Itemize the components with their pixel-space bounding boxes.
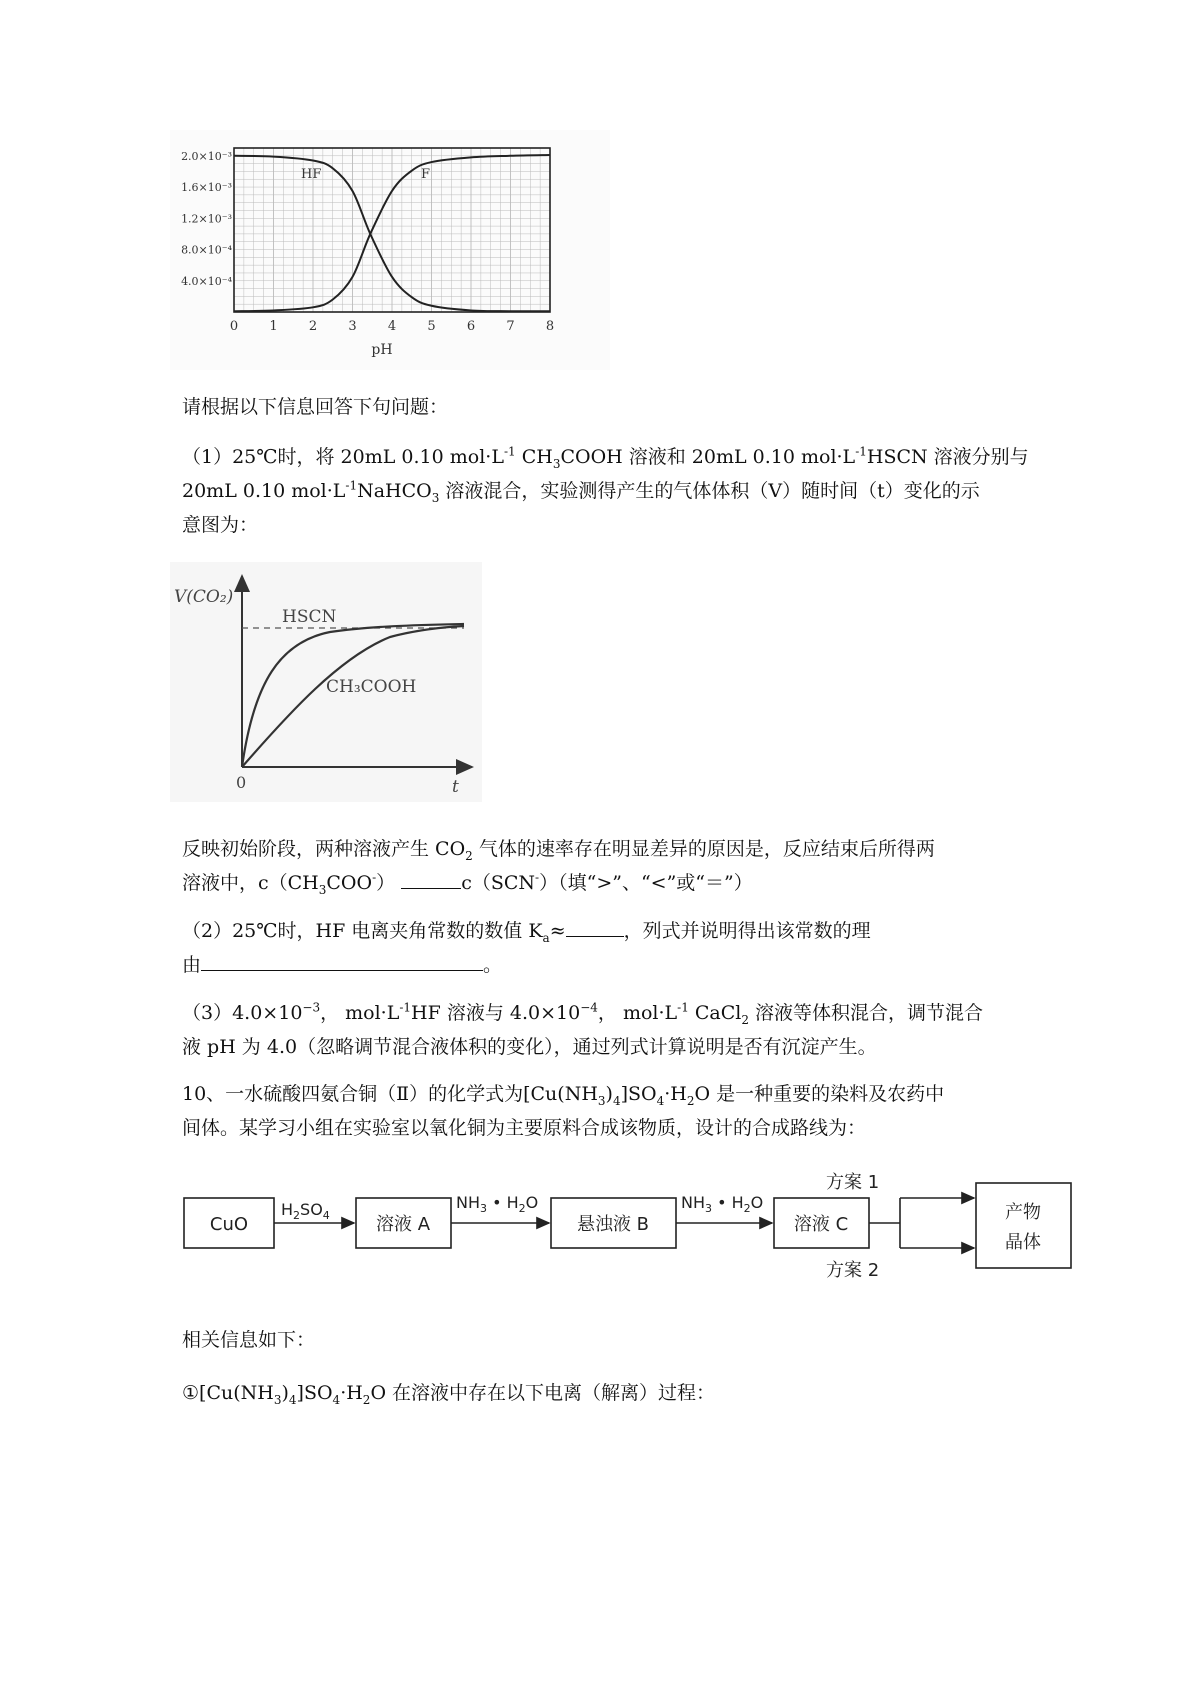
solution-a-label: 溶液 A (375, 1214, 431, 1235)
x-axis-label: pH (371, 342, 393, 358)
x-tick-label: 5 (427, 319, 436, 334)
x-tick-label: 6 (466, 319, 476, 334)
y-tick-label: 1.2×10⁻³ (181, 212, 232, 226)
x-tick-label: 3 (348, 319, 357, 334)
x-tick-label: 7 (506, 319, 515, 334)
question-10: 10、一水硫酸四氨合铜（Ⅱ）的化学式为$[Cu(NH_3)_4]SO_4\cdot H_2O$ 是一种重要的染料及农药中 间体。某学习小组在实验室以氧化铜为主要原料合成该物质，设计的合成路线为： (182, 1083, 945, 1139)
question-1: （1）25℃时，将 20mL 0.10 $mol\cdot L^{-1}$ $CH_3COOH$ 溶液和 20mL 0.10 $mol\cdot L^{-1}HSCN$ 溶液分别与 20mL 0.10 $mol\cdot L^{-1}NaHCO_3$ 溶液混合，实验测得产生的气体体积（V）随时间（t）变化的示 意图为： (182, 444, 1029, 536)
info-item-1: $①[Cu(NH_3)_4]SO_4\cdot H_2O$ 在溶液中存在以下电离（解离）过程： (182, 1382, 716, 1407)
cuo-label: CuO (209, 1214, 249, 1235)
series-label-ch3cooh: CH₃COOH (326, 677, 417, 697)
reagent-nh3-h2o-2: $NH_3$ • $H_2O$ (681, 1193, 764, 1215)
x-axis-label: t (452, 777, 459, 797)
plan-2-label: 方案 2 (826, 1260, 880, 1281)
origin-label: 0 (236, 773, 247, 792)
y-tick-label: 1.6×10⁻³ (181, 181, 232, 195)
series-label-f: F (421, 167, 431, 182)
reagent-nh3-h2o-1: $NH_3$ • $H_2O$ (456, 1193, 539, 1215)
question-2: （2）25℃时，HF 电离夹角常数的数值 $K_a\approx$ ，列式并说明得出该常数的理 由 。 (182, 914, 1042, 982)
y-axis-label: V(CO₂) (174, 587, 234, 607)
y-tick-label: 8.0×10⁻⁴ (181, 243, 232, 257)
series-label-hscn: HSCN (282, 607, 337, 627)
answer-1: 反映初始阶段，两种溶液产生 $CO_2$ 气体的速率存在明显差异的原因是，反应结束后所得两 溶液中，$c(CH_3COO^-)$ c（SCN-）（填“>”、“<”或“＝”） (182, 838, 935, 897)
y-tick-label: 4.0×10⁻⁴ (181, 274, 232, 288)
x-tick-label: 2 (308, 319, 318, 334)
answer-blank-reason[interactable] (201, 950, 483, 971)
crystal-label: 晶体 (1005, 1232, 1041, 1253)
synthesis-flow-diagram (176, 1168, 1076, 1308)
x-tick-label: 4 (387, 319, 397, 334)
y-tick-label: 2.0×10⁻³ (181, 149, 232, 163)
x-tick-label: 0 (229, 319, 239, 334)
answer-blank-1[interactable] (401, 868, 461, 889)
product-label: 产物 (1005, 1202, 1041, 1223)
x-tick-label: 8 (545, 319, 555, 334)
solution-c-label: 溶液 C (793, 1214, 849, 1235)
answer-blank-ka[interactable] (566, 916, 624, 937)
reagent-h2so4: $H_2SO_4$ (281, 1200, 330, 1222)
series-label-hf: HF (301, 167, 322, 182)
plan-1-label: 方案 1 (826, 1172, 880, 1193)
question-3: $(3)4.0\times 10^{-3}$， $mol\cdot L^{-1}HF$ 溶液与 $4.0\times 10^{-4}$， $mol\cdot L^{-1}$ CaCl$_2$ 溶液等体积混合，调节混合 液 pH 为 4.0（忽略调节混合液体积的变化），通过列式计算说明是否有沉淀产生。 (182, 1000, 984, 1058)
x-tick-label: 1 (269, 319, 278, 334)
intro-text: 请根据以下信息回答下句问题： (182, 396, 449, 418)
gas-volume-chart (170, 562, 482, 802)
hf-distribution-chart (170, 130, 610, 370)
product-crystal-box (976, 1183, 1071, 1268)
suspension-b-label: 悬浊液 B (576, 1214, 650, 1235)
info-heading: 相关信息如下： (182, 1329, 316, 1351)
